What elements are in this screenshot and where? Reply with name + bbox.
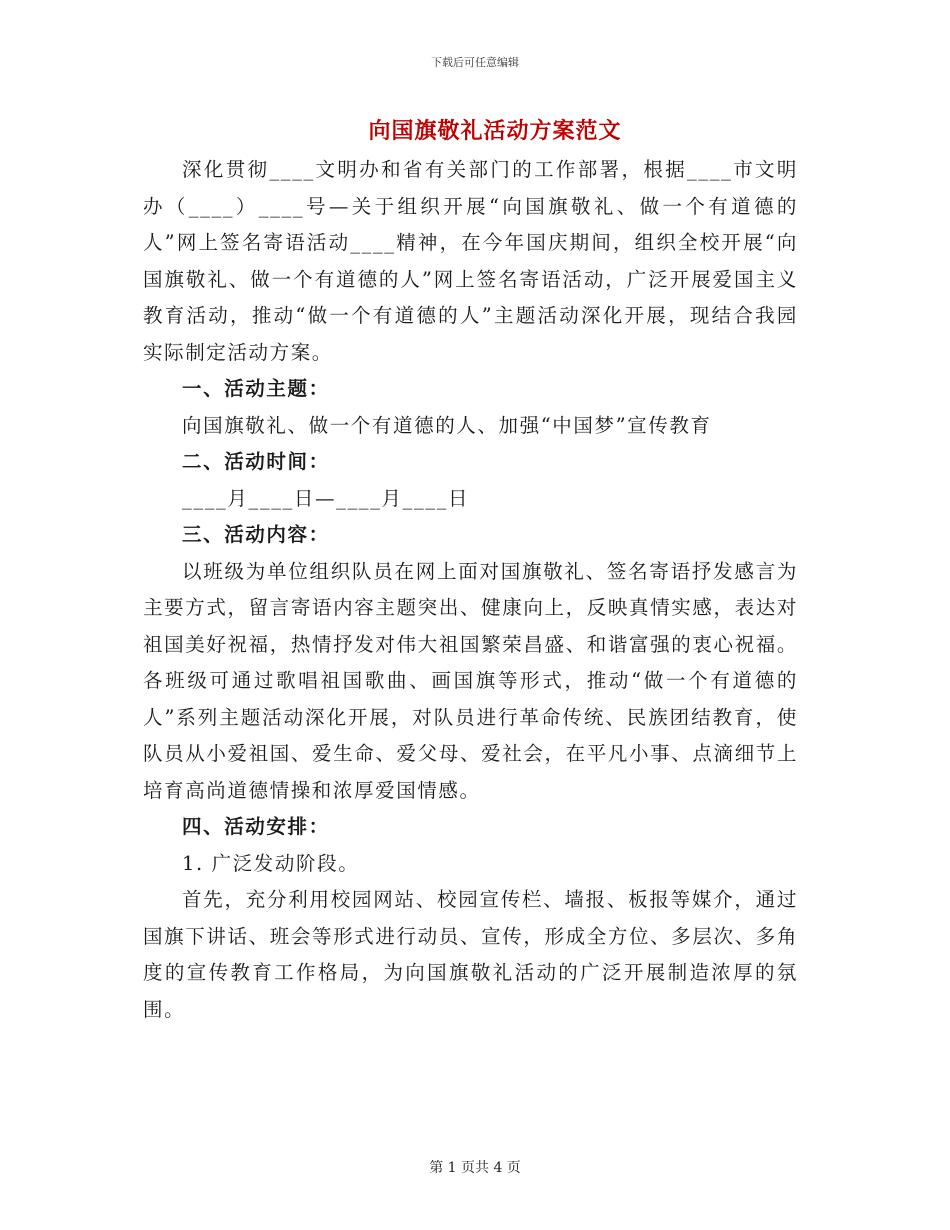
header-note: 下载后可任意编辑 [431,56,519,69]
time-text: ____月____日—____月____日 [182,486,470,510]
arrangement-step-1: 1. 广泛发动阶段。 [182,851,360,875]
section-heading-theme: 一、活动主题： [182,377,330,400]
intro-paragraph: 深化贯彻____文明办和省有关部门的工作部署，根据____市文明办（____）____号—关于组织开展“向国旗敬礼、做一个有道德的人”网上签名寄语活动____精神，在今年国庆期间，组织全校开展“向国旗敬礼、做一个有道德的人”网上签名寄语活动，广泛开展爱国主义教育活动，推动“做一个有道德的人”主题活动深化开展，现结合我园实际制定活动方案。 [143,158,798,364]
document-title: 向国旗敬礼活动方案范文 [368,118,622,144]
arrangement-paragraph: 首先，充分利用校园网站、校园宣传栏、墙报、板报等媒介，通过国旗下讲话、班会等形式进行动员、宣传，形成全方位、多层次、多角度的宣传教育工作格局，为向国旗敬礼活动的广泛开展制造浓厚的氛围。 [143,888,798,1021]
section-heading-time: 二、活动时间： [182,450,330,473]
section-heading-arrangement: 四、活动安排： [182,815,330,838]
theme-text: 向国旗敬礼、做一个有道德的人、加强“中国梦”宣传教育 [182,413,712,437]
content-paragraph: 以班级为单位组织队员在网上面对国旗敬礼、签名寄语抒发感言为主要方式，留言寄语内容主题突出、健康向上，反映真情实感，表达对祖国美好祝福，热情抒发对伟大祖国繁荣昌盛、和谐富强的衷心祝福。各班级可通过歌唱祖国歌曲、画国旗等形式，推动“做一个有道德的人”系列主题活动深化开展，对队员进行革命传统、民族团结教育，使队员从小爱祖国、爱生命、爱父母、爱社会，在平凡小事、点滴细节上培育高尚道德情操和浓厚爱国情感。 [143,559,798,802]
document-body [143,152,798,1028]
section-heading-content: 三、活动内容： [182,523,330,546]
page-number: 第 1 页共 4 页 [429,1160,521,1176]
